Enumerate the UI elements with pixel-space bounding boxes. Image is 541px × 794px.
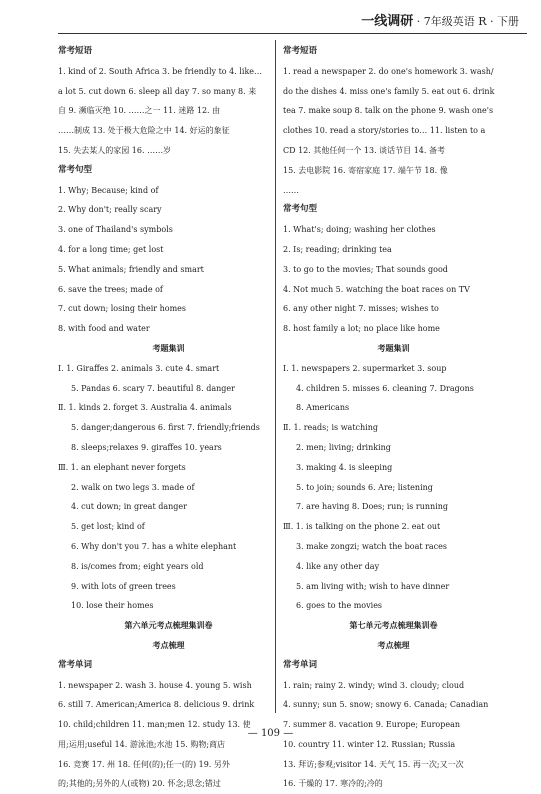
answer-line: 5. to join; sounds 6. Are; listening [296, 482, 433, 492]
answer-line: 2. walk on two legs 3. made of [71, 482, 195, 492]
centered-heading: 考点梳理 [377, 640, 410, 650]
answer-line: 7. are having 8. Does; run; is running [296, 502, 449, 512]
section-heading: 常考短语 [58, 46, 93, 56]
answer-line: 8. sleeps;relaxes 9. giraffes 10. years [71, 442, 222, 452]
header-rule [58, 33, 527, 34]
answer-line: 5. get lost; kind of [71, 522, 145, 532]
answer-line: 3. make zongzi; watch the boat races [296, 541, 448, 551]
answer-line: 3. making 4. is sleeping [296, 462, 393, 472]
answer-line: do the dishes 4. miss one's family 5. eat out 6. drink [283, 86, 495, 96]
answer-line: Ⅲ. 1. an elephant never forgets [58, 462, 186, 472]
answer-line: 6. Why don't you 7. has a white elephant [71, 541, 237, 551]
centered-heading: 考点梳理 [152, 640, 185, 650]
answer-line: 15. 失去某人的家园 16. ……岁 [58, 145, 172, 155]
answer-line: 7. cut down; losing their homes [58, 304, 187, 314]
answer-line: 5. am living with; wish to have dinner [296, 581, 450, 591]
answer-line: a lot 5. cut down 6. sleep all day 7. so many 8. 来 [58, 86, 257, 96]
answer-line: Ⅰ. 1. newspapers 2. supermarket 3. soup [283, 363, 447, 373]
answer-line: 1. rain; rainy 2. windy; wind 3. cloudy; cloud [283, 680, 465, 690]
answer-line: …… [283, 185, 299, 195]
answer-line: 10. child;children 11. man;men 12. study 13. 使 [58, 720, 251, 730]
answer-line: 2. Is; reading; drinking tea [283, 244, 392, 254]
answer-line: 8. with food and water [58, 324, 150, 334]
centered-heading: 考题集训 [377, 343, 410, 353]
answer-line: 4. sunny; sun 5. snow; snowy 6. Canada; Canadian [283, 700, 489, 710]
page-number: — 109 — [247, 728, 294, 739]
left-column [58, 42, 279, 794]
answer-line: 的;其他的;另外的人(或物) 20. 怀念;思念;错过 [58, 779, 221, 789]
header-subtitle: · 7年级英语 R · 下册 [416, 15, 519, 28]
answer-line: Ⅱ. 1. reads; is watching [283, 423, 378, 433]
answer-line: 1. Why; Because; kind of [58, 185, 159, 195]
answer-line: 4. like any other day [296, 561, 380, 571]
answer-line: 1. read a newspaper 2. do one's homework 3. wash/ [283, 66, 494, 76]
section-heading: 常考句型 [283, 204, 318, 215]
answer-line: 4. children 5. misses 6. cleaning 7. Dragons [296, 383, 474, 393]
answer-line: 13. 拜访;参观;visitor 14. 天气 15. 再一次;又一次 [283, 759, 464, 769]
answer-line: 16. 竞赛 17. 州 18. 任何(的);任一(的) 19. 另外 [58, 759, 230, 769]
answer-line: Ⅲ. 1. is talking on the phone 2. eat out [283, 522, 441, 532]
centered-heading: 第七单元考点梳理集训卷 [349, 621, 438, 631]
answer-line: 3. to go to the movies; That sounds good [283, 264, 448, 274]
answer-line: 9. with lots of green trees [71, 581, 176, 591]
answer-line: 2. men; living; drinking [296, 442, 391, 452]
answer-line: 15. 去电影院 16. 寄宿家庭 17. 端午节 18. 像 [283, 165, 448, 175]
answer-line: 自 9. 濒临灭绝 10. ……之一 11. 迷路 12. 由 [58, 106, 221, 116]
answer-line: 3. one of Thailand's symbols [58, 225, 173, 235]
answer-line: tea 7. make soup 8. talk on the phone 9. wash one's [283, 106, 494, 116]
answer-line: 1. What's; doing; washing her clothes [283, 225, 436, 235]
answer-line: 5. What animals; friendly and smart [58, 264, 204, 274]
answer-line: ……制成 13. 处于极大危险之中 14. 好运的象征 [58, 126, 230, 136]
right-column [283, 42, 504, 794]
answer-line: 8. is/comes from; eight years old [71, 561, 204, 571]
section-heading: 常考短语 [283, 46, 318, 56]
answer-line: 8. host family a lot; no place like home [283, 324, 440, 334]
section-heading: 常考句型 [58, 164, 93, 175]
answer-line: CD 12. 其他任何一个 13. 谈话节目 14. 备考 [283, 145, 445, 155]
answer-line: Ⅰ. 1. Giraffes 2. animals 3. cute 4. smart [58, 363, 220, 373]
centered-heading: 考题集训 [152, 343, 185, 353]
centered-heading: 第六单元考点梳理集训卷 [124, 621, 213, 631]
answer-line: Ⅱ. 1. kinds 2. forget 3. Australia 4. animals [58, 403, 232, 413]
answer-line: 5. Pandas 6. scary 7. beautiful 8. danger [71, 383, 235, 393]
answer-line: 7. summer 8. vacation 9. Europe; European [283, 720, 461, 730]
answer-line: 6. goes to the movies [296, 601, 383, 611]
answer-line: 8. Americans [296, 403, 350, 413]
answer-line: 6. save the trees; made of [58, 284, 163, 294]
answer-line: 1. kind of 2. South Africa 3. be friendly to 4. like… [58, 66, 263, 76]
answer-line: 1. newspaper 2. wash 3. house 4. young 5. wish [58, 680, 252, 690]
header-series: 一线调研 [361, 14, 414, 29]
answer-line: 2. Why don't; really scary [58, 205, 162, 215]
answer-line: 4. cut down; in great danger [71, 502, 187, 512]
answer-line: 4. Not much 5. watching the boat races on TV [283, 284, 470, 294]
answer-line: 6. still 7. American;America 8. delicious 9. drink [58, 700, 255, 710]
answer-line: 用;运用;useful 14. 游泳池;水池 15. 购物;商店 [58, 739, 226, 749]
answer-line: 4. for a long time; get lost [58, 244, 164, 254]
answer-line: clothes 10. read a story/stories to… 11. listen to a [283, 126, 486, 136]
answer-line: 10. lose their homes [71, 601, 154, 611]
answer-line: 6. any other night 7. misses; wishes to [283, 304, 439, 314]
answer-line: 16. 干燥的 17. 寒冷的;冷的 [283, 779, 383, 789]
running-header [361, 10, 519, 29]
answer-line: 10. country 11. winter 12. Russian; Russia [283, 739, 456, 749]
section-heading: 常考单词 [58, 659, 93, 670]
section-heading: 常考单词 [283, 659, 318, 670]
answer-line: 5. danger;dangerous 6. first 7. friendly;friends [71, 423, 260, 433]
